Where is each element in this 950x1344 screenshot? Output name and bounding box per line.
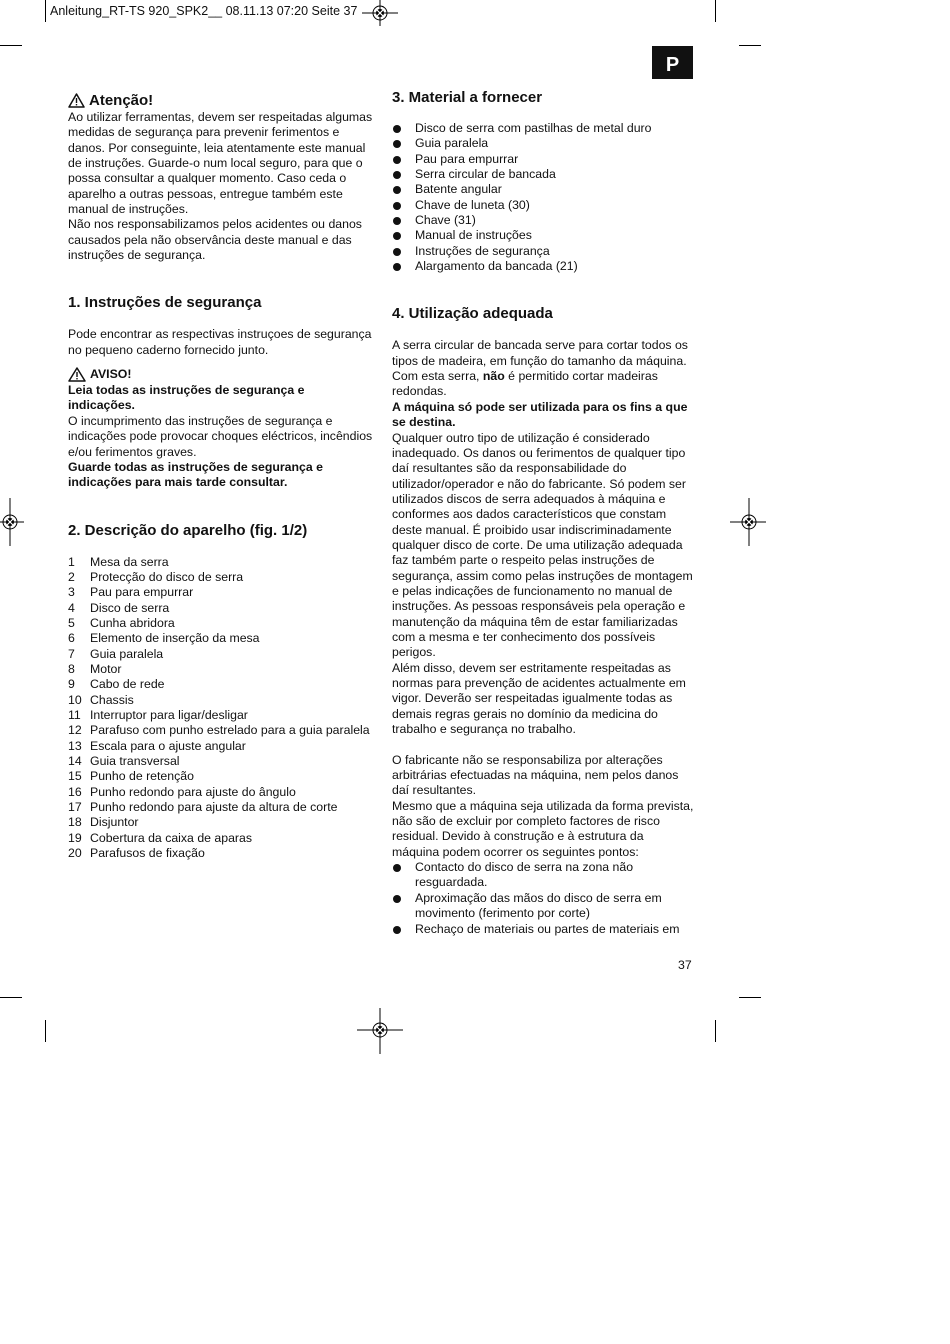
item-label: Cabo de rede	[90, 677, 165, 692]
usage-paragraph-3: Além disso, devem ser estritamente respeitadas as normas para prevenção de acidentes actualmente em vigor. Deverão ser respeitadas igualmente todas as demais regras gerais no domínio da medicina do trabalho e segurança no trabalho.	[392, 660, 686, 737]
item-number: 14	[68, 754, 82, 768]
item-label: Disco de serra	[90, 600, 170, 615]
list-item	[68, 693, 373, 708]
section-1-title: 1. Instruções de segurança	[68, 294, 262, 312]
list-item: Rechaço de materiais ou partes de materiais em	[392, 922, 694, 937]
usage-text-a: A serra circular de bancada serve para cortar todos os tipos de madeira, em função do tamanho da máquina. Com esta serra,	[392, 338, 688, 384]
list-item: Manual de instruções	[392, 228, 694, 243]
item-number: 4	[68, 600, 75, 615]
aviso-bold-2: Guarde todas as instruções de segurança e indicações para mais tarde consultar.	[68, 459, 323, 490]
list-item	[68, 846, 373, 861]
list-item	[68, 815, 373, 830]
registration-mark-icon	[357, 1008, 403, 1054]
item-label: Chassis	[90, 692, 134, 707]
item-number: 13	[68, 738, 82, 753]
list-item	[68, 647, 373, 662]
item-label: Cobertura da caixa de aparas	[90, 830, 253, 845]
list-item	[68, 769, 373, 784]
section-4-title: 4. Utilização adequada	[392, 305, 553, 323]
crop-mark	[45, 0, 46, 22]
crop-mark	[739, 997, 761, 998]
list-item	[68, 800, 373, 815]
list-item: Chave de luneta (30)	[392, 198, 694, 213]
item-label: Motor	[90, 661, 122, 676]
aviso-heading	[68, 365, 373, 383]
item-label: Interruptor para ligar/desligar	[90, 707, 248, 722]
parts-list	[68, 555, 373, 862]
attention-heading	[68, 91, 373, 110]
list-item	[68, 570, 373, 585]
attention-title: Atenção!	[89, 92, 154, 109]
item-number: 1	[68, 554, 75, 569]
usage-text-bold-nao: não	[482, 369, 505, 384]
usage-paragraph-5: Mesmo que a máquina seja utilizada da forma prevista, não são de excluir por completo factores de risco residual. Devido à construção e à estrutura da máquina podem ocorrer os seguintes pontos:	[392, 798, 694, 859]
item-number: 5	[68, 615, 75, 630]
item-number: 18	[68, 815, 82, 830]
item-label: Parafusos de fixação	[90, 846, 205, 861]
list-item	[68, 555, 373, 570]
item-label: Guia transversal	[90, 754, 180, 768]
item-label: Elemento de inserção da mesa	[90, 631, 260, 646]
list-item	[68, 708, 373, 723]
risk-list	[392, 860, 694, 937]
item-label: Guia paralela	[90, 646, 164, 661]
usage-bold-statement: A máquina só pode ser utilizada para os fins a que se destina.	[392, 399, 688, 430]
supply-list	[392, 121, 694, 274]
section-1-intro: Pode encontrar as respectivas instruçoes de segurança no pequeno caderno fornecido junto.	[68, 327, 372, 357]
item-label: Mesa da serra	[90, 554, 169, 569]
aviso-bold-1: Leia todas as instruções de segurança e indicações.	[68, 383, 305, 413]
attention-text: Ao utilizar ferramentas, devem ser respeitadas algumas medidas de segurança para prevenir ferimentos e danos. Por conseguinte, leia atentamente este manual de instruções. Guarde-o num local seguro, para que o possa consultar a qualquer momento. Caso ceda o aparelho a outras pessoas, entregue também este manual de instruções.	[68, 110, 373, 217]
list-item: Contacto do disco de serra na zona não resguardada.	[392, 860, 694, 891]
list-item	[68, 631, 373, 646]
item-number: 12	[68, 723, 82, 738]
aviso-text: O incumprimento das instruções de segurança e indicações pode provocar choques eléctricos, incêndios e/ou ferimentos graves.	[68, 413, 373, 459]
list-item: Chave (31)	[392, 213, 694, 228]
list-item	[68, 739, 373, 754]
list-item	[68, 831, 373, 846]
item-number: 3	[68, 585, 75, 600]
list-item	[68, 616, 373, 631]
crop-mark	[715, 0, 716, 22]
usage-paragraph-1	[392, 338, 694, 399]
item-label: Protecção do disco de serra	[90, 569, 244, 584]
item-number: 9	[68, 677, 75, 692]
list-item	[68, 785, 373, 800]
list-item	[68, 754, 373, 769]
item-number: 11	[68, 707, 81, 722]
list-item: Batente angular	[392, 182, 694, 197]
item-label: Punho de retenção	[90, 769, 194, 784]
item-label: Disjuntor	[90, 815, 139, 830]
attention-text-2: Não nos responsabilizamos pelos acidentes ou danos causados pela não observância deste manual e das instruções de segurança.	[68, 217, 362, 263]
section-2-title: 2. Descrição do aparelho (fig. 1/2)	[68, 521, 308, 539]
list-item	[68, 601, 373, 616]
page-number: 37	[678, 958, 692, 972]
print-slug: Anleitung_RT-TS 920_SPK2__ 08.11.13 07:20 Seite 37	[50, 4, 358, 18]
crop-mark	[45, 1020, 46, 1042]
language-tab: P	[652, 46, 693, 79]
item-number: 7	[68, 646, 75, 661]
usage-text-c: é permitido cortar madeiras redondas.	[392, 369, 658, 399]
item-number: 2	[68, 569, 75, 584]
item-label: Parafuso com punho estrelado para a guia paralela	[90, 723, 370, 738]
item-number: 6	[68, 631, 75, 646]
item-number: 8	[68, 661, 75, 676]
list-item: Pau para empurrar	[392, 152, 694, 167]
usage-paragraph-2: Qualquer outro tipo de utilização é considerado inadequado. Os danos ou ferimentos de qualquer tipo daí resultantes são da responsabilidade do utilizador/operador e não do fabricante. Só podem ser utilizados discos de serra adequados à máquina e conformes aos dados característicos que constam deste manual. É proibido usar indiscriminadamente qualquer disco de corte. De uma utilização adequada faz também parte o respeito pelas instruções de segurança, assim como pelas instruções de montagem e pelas indicações de funcionamento no manual de instruções. As pessoas responsáveis pela operação e manutenção da máquina têm de estar familiarizadas com a mesma e ter conhecimento dos possíveis perigos.	[392, 430, 693, 660]
right-column	[392, 88, 694, 937]
list-item	[68, 585, 373, 600]
item-label: Cunha abridora	[90, 615, 175, 630]
item-label: Pau para empurrar	[90, 585, 194, 600]
item-number: 10	[68, 692, 82, 707]
crop-mark	[739, 45, 761, 46]
registration-mark-icon	[730, 498, 766, 546]
item-label: Punho redondo para ajuste do ângulo	[90, 784, 296, 799]
left-column	[68, 91, 373, 861]
item-label: Escala para o ajuste angular	[90, 738, 246, 753]
item-label: Punho redondo para ajuste da altura de corte	[90, 800, 338, 815]
warning-triangle-icon	[68, 93, 85, 108]
crop-mark	[0, 45, 22, 46]
usage-paragraph-4: O fabricante não se responsabiliza por alterações arbitrárias efectuadas na máquina, nem pelos danos daí resultantes.	[392, 752, 679, 798]
item-number: 17	[68, 800, 82, 815]
aviso-title: AVISO!	[90, 367, 132, 382]
item-number: 15	[68, 769, 82, 784]
item-number: 19	[68, 830, 82, 845]
registration-mark-icon	[362, 0, 398, 26]
crop-mark	[715, 1020, 716, 1042]
item-number: 16	[68, 784, 82, 799]
list-item: Alargamento da bancada (21)	[392, 259, 694, 274]
list-item	[68, 662, 373, 677]
crop-mark	[0, 997, 22, 998]
warning-triangle-icon	[68, 367, 86, 382]
list-item: Aproximação das mãos do disco de serra em movimento (ferimento por corte)	[392, 891, 694, 922]
registration-mark-icon	[0, 498, 24, 546]
list-item: Guia paralela	[392, 136, 694, 151]
list-item: Serra circular de bancada	[392, 167, 694, 182]
list-item: Disco de serra com pastilhas de metal duro	[392, 121, 694, 136]
item-number: 20	[68, 846, 82, 861]
list-item	[68, 723, 373, 738]
list-item	[68, 677, 373, 692]
list-item: Instruções de segurança	[392, 244, 694, 259]
section-3-title: 3. Material a fornecer	[392, 89, 543, 106]
